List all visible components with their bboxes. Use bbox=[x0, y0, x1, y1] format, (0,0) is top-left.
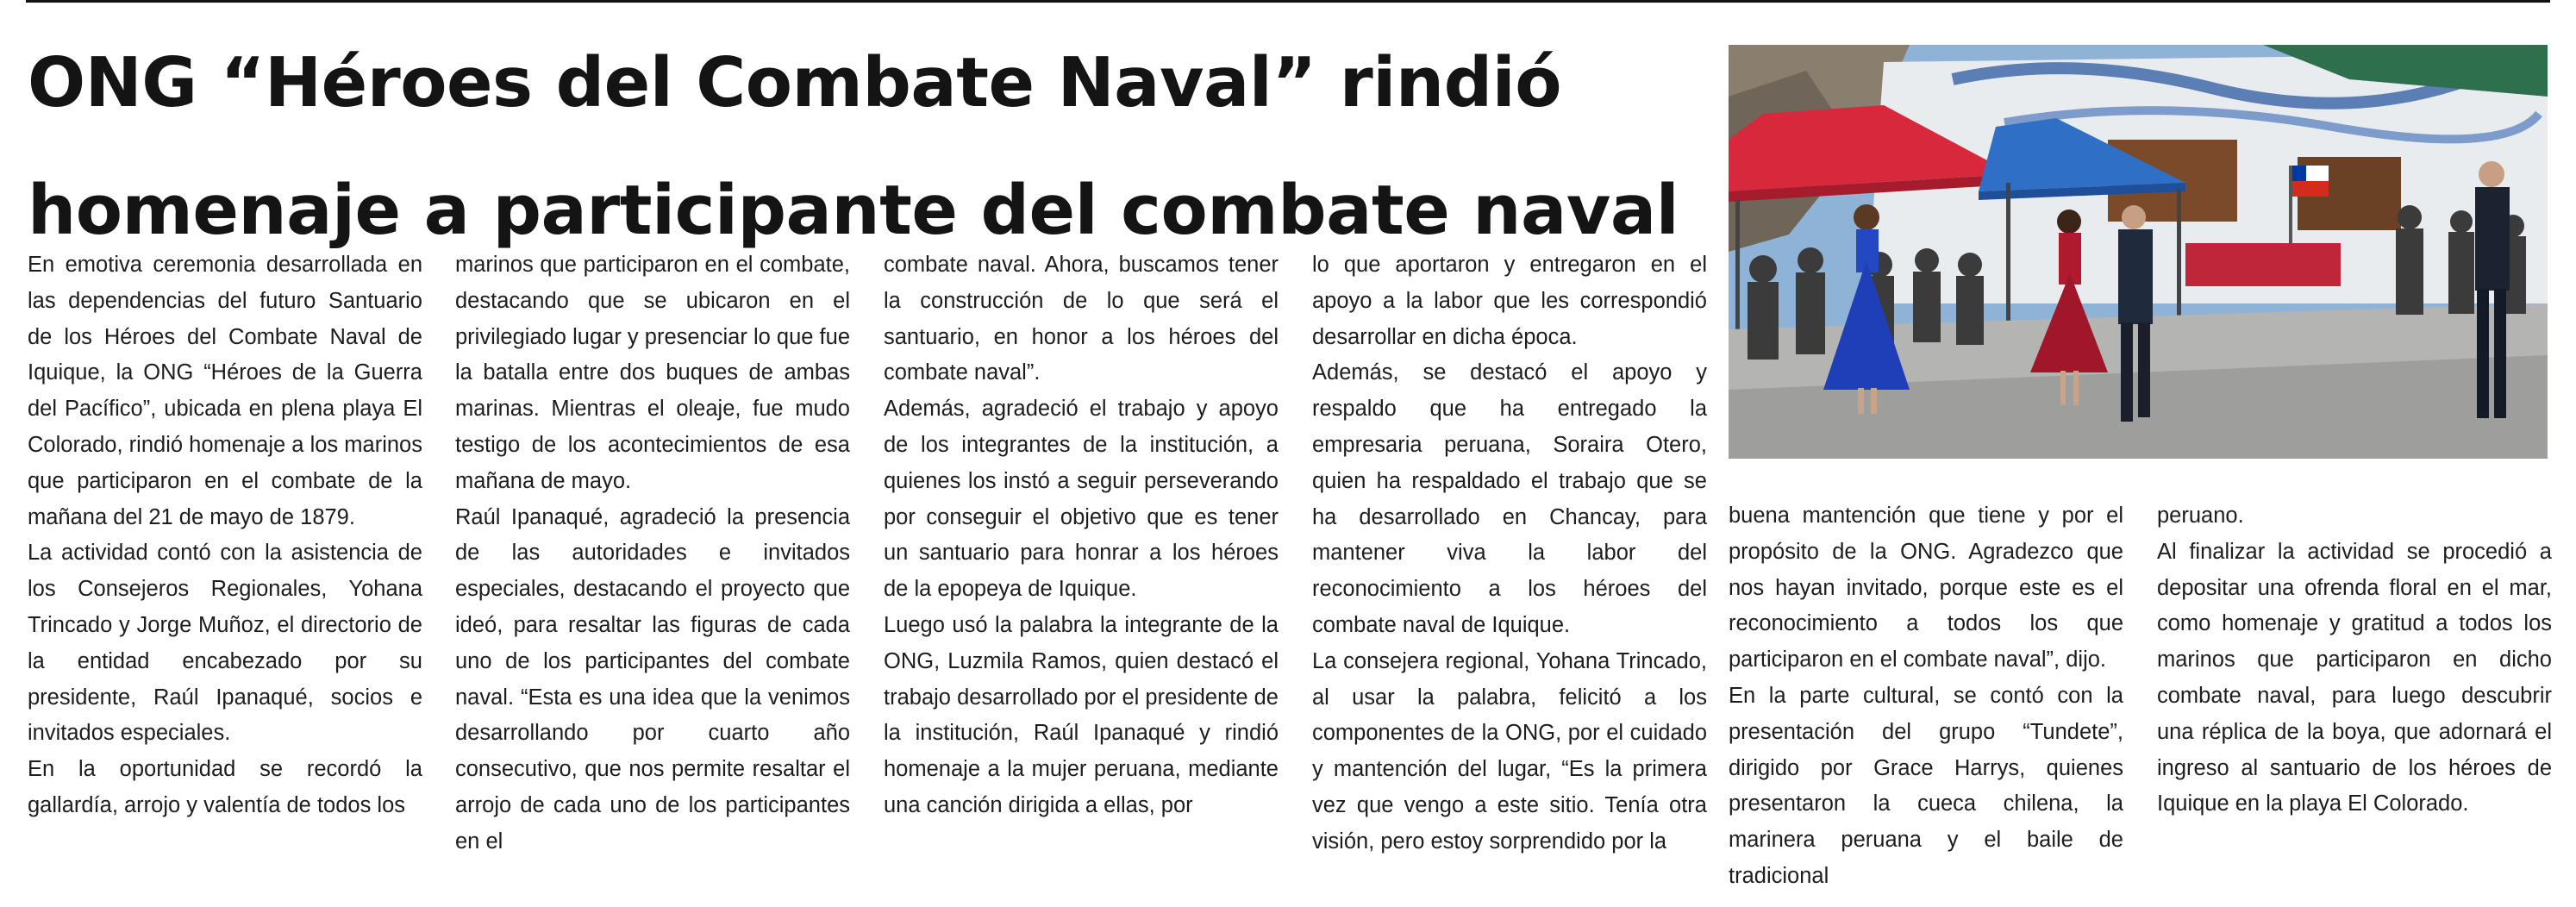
paragraph: Además, agradeció el trabajo y apoyo de los integrantes de la institución, a quienes los instó a seguir perseverando por conseguir el objetivo que es tener un santuario para honrar a los héroes de la epopeya de Iquique. bbox=[884, 397, 1279, 602]
text-column-3 bbox=[884, 247, 1279, 824]
text-column-1 bbox=[28, 247, 422, 824]
article-photo bbox=[1729, 45, 2548, 459]
paragraph: marinos que participaron en el combate, destacando que se ubicaron en el privilegiado lugar y presenciar lo que fue la batalla entre dos buques de ambas marinas. Mientras el oleaje, fue mudo testigo de los acontecimientos de esa mañana de mayo. bbox=[455, 253, 850, 493]
text-column-2 bbox=[455, 247, 850, 860]
paragraph: combate naval. Ahora, buscamos tener la construcción de lo que será el santuario, en honor a los héroes del combate naval”. bbox=[884, 253, 1279, 385]
paragraph: La actividad contó con la asistencia de los Consejeros Regionales, Yohana Trincado y Jorge Muñoz, el directorio de la entidad encabezado por su presidente, Raúl Ipanaqué, socios e invitados especiales. bbox=[28, 541, 422, 746]
paragraph: En la oportunidad se recordó la gallardía, arrojo y valentía de todos los bbox=[28, 757, 422, 817]
paragraph: En emotiva ceremonia desarrollada en las dependencias del futuro Santuario de los Héroes del Combate Naval de Iquique, la ONG “Héroes de la Guerra del Pacífico”, ubicada en plena playa El Colorado, rindió homenaje a los marinos que participaron en el combate de la mañana del 21 de mayo de 1879. bbox=[28, 253, 422, 529]
top-rule bbox=[26, 0, 2550, 3]
paragraph: Al finalizar la actividad se procedió a depositar una ofrenda floral en el mar, como homenaje y gratitud a todos los marinos que participaron en dicho combate naval, para luego descubrir una réplica de la boya, que adornará el ingreso al santuario de los héroes de Iquique en la playa El Colorado. bbox=[2157, 539, 2552, 816]
text-column-5 bbox=[1729, 498, 2123, 895]
paragraph: La consejera regional, Yohana Trincado, al usar la palabra, felicitó a los componentes de la ONG, por el cuidado y mantención del lugar, “Es la primera vez que vengo a este sitio. Tenía otra visión, pero estoy sorprendido por la bbox=[1312, 648, 1707, 854]
text-column-4 bbox=[1312, 247, 1707, 860]
paragraph: Raúl Ipanaqué, agradeció la presencia de las autoridades e invitados especiales, destacando el proyecto que ideó, para resaltar las figuras de cada uno de los participantes del combate naval. “Esta es una idea que la venimos desarrollando por cuarto año consecutivo, que nos permite resaltar el arrojo de cada uno de los participantes en el bbox=[455, 504, 850, 854]
article-headline bbox=[28, 19, 1691, 274]
paragraph: Luego usó la palabra la integrante de la ONG, Luzmila Ramos, quien destacó el trabajo desarrollado por el presidente de la institución, Raúl Ipanaqué y rindió homenaje a la mujer peruana, mediante una canción dirigida a ellas, por bbox=[884, 612, 1279, 817]
paragraph: Además, se destacó el apoyo y respaldo que ha entregado la empresaria peruana, Soraira Otero, quien ha respaldado el trabajo que se ha desarrollado en Chancay, para mantener viva la labor del reconocimiento a los héroes del combate naval de Iquique. bbox=[1312, 360, 1707, 637]
headline-line-1: ONG “Héroes del Combate Naval” rindió bbox=[28, 43, 1561, 122]
text-column-6 bbox=[2157, 498, 2552, 823]
paragraph: En la parte cultural, se contó con la presentación del grupo “Tundete”, dirigido por Grace Harrys, quienes presentaron la cueca chilena, la marinera peruana y el baile de tradicional bbox=[1729, 683, 2123, 888]
headline-line-2: homenaje a participante del combate naval bbox=[28, 171, 1679, 250]
paragraph: peruano. bbox=[2157, 504, 2244, 528]
paragraph: buena mantención que tiene y por el propósito de la ONG. Agradezco que nos hayan invitado, porque este es el reconocimiento a todos los que participaron en el combate naval”, dijo. bbox=[1729, 504, 2123, 672]
paragraph: lo que aportaron y entregaron en el apoyo a la labor que les correspondió desarrollar en dicha época. bbox=[1312, 253, 1707, 349]
